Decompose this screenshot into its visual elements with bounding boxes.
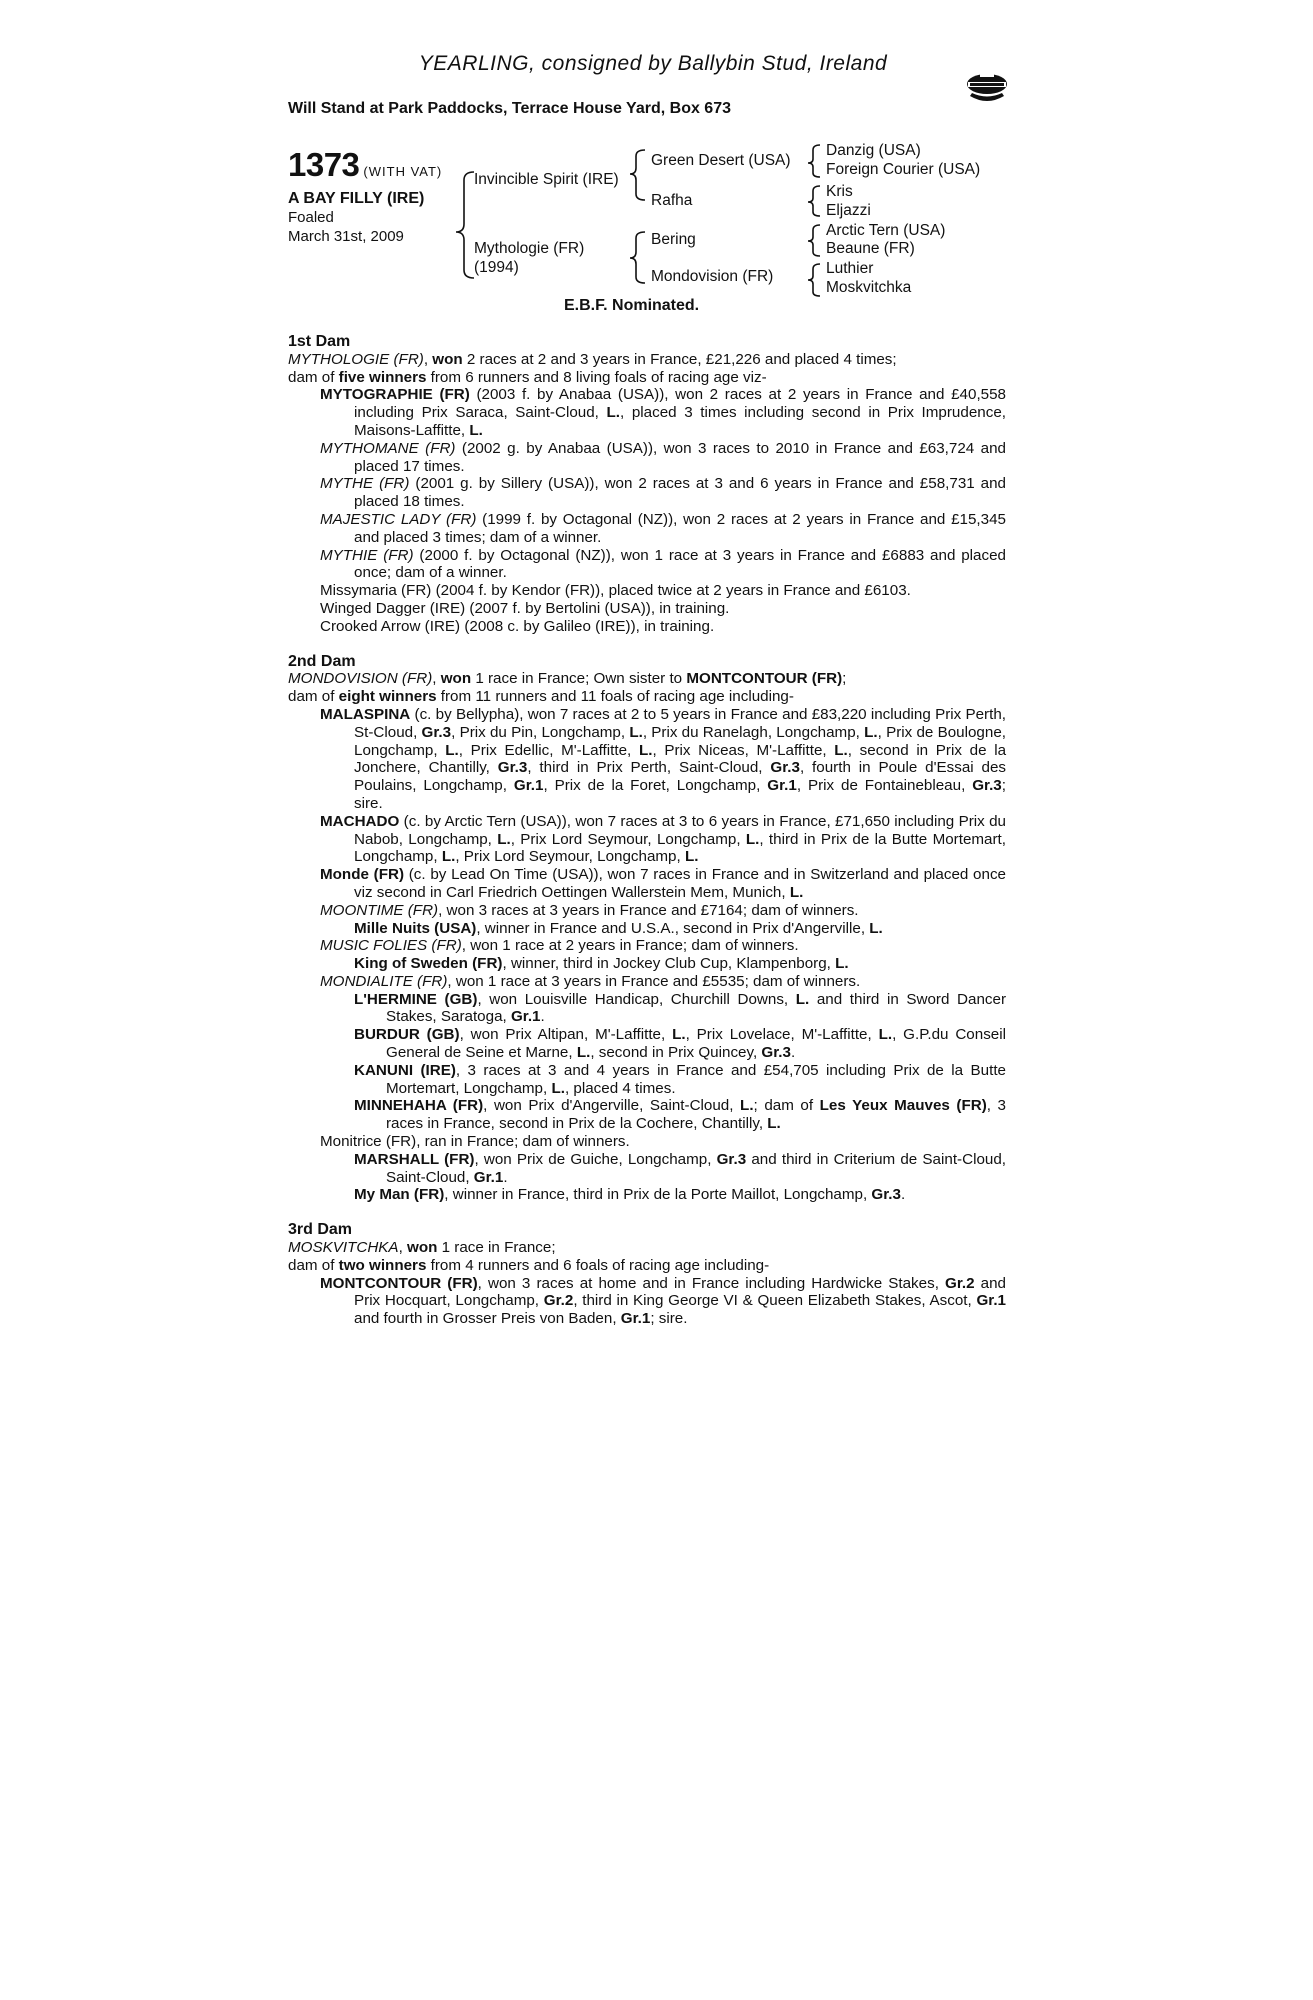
listed-mark: L. bbox=[864, 723, 878, 741]
produce-entry bbox=[288, 547, 1006, 583]
pedigree-dam: Mythologie (FR) bbox=[474, 240, 585, 257]
listed-mark: L. bbox=[469, 421, 483, 439]
produce-entry bbox=[288, 1097, 1006, 1133]
produce-entry bbox=[288, 440, 1006, 476]
listed-mark: L. bbox=[878, 1026, 893, 1044]
third-dam-line bbox=[288, 1239, 1006, 1257]
text: . bbox=[503, 1168, 508, 1186]
text: , Prix Lord Seymour, Longchamp, bbox=[455, 848, 685, 866]
produce-entry bbox=[288, 511, 1006, 547]
pedigree-sire-sire: Green Desert (USA) bbox=[651, 152, 791, 169]
text: , third in Prix de la Butte Mortemart, Longchamp, bbox=[354, 830, 1006, 866]
produce-entry bbox=[288, 955, 1006, 973]
horse-name: MYTOGRAPHIE (FR) bbox=[320, 386, 470, 404]
text: , won Prix de Guiche, Longchamp, bbox=[474, 1150, 717, 1168]
pedigree-dam-sire: Bering bbox=[651, 231, 696, 248]
pedigree-ggs3: Arctic Tern (USA) bbox=[826, 222, 946, 239]
text: , won 3 races at home and in France including Hardwicke Stakes, bbox=[477, 1274, 945, 1292]
text: . bbox=[790, 1044, 796, 1062]
group-mark: Gr.1 bbox=[513, 777, 544, 795]
text: , placed 3 times including second in Prix Imprudence, Maisons-Laffitte, bbox=[354, 404, 1006, 439]
group-mark: Gr.1 bbox=[510, 1008, 541, 1026]
horse-name: MALASPINA bbox=[320, 705, 411, 723]
text: , Prix Lord Seymour, Longchamp, bbox=[510, 830, 746, 848]
text: ; dam of bbox=[753, 1097, 820, 1115]
produce-entry bbox=[288, 1026, 1006, 1062]
text: and third in Criterium de Saint-Cloud, Saint-Cloud, bbox=[386, 1150, 1006, 1186]
horse-name: Monde (FR) bbox=[320, 866, 405, 884]
group-mark: Gr.2 bbox=[543, 1292, 574, 1310]
listed-mark: L. bbox=[551, 1079, 565, 1097]
second-dam-line bbox=[288, 670, 1006, 688]
horse-name: BURDUR (GB) bbox=[354, 1026, 460, 1044]
horse-name: KANUNI (IRE) bbox=[354, 1061, 456, 1079]
listed-mark: L. bbox=[684, 848, 699, 866]
text: from 4 runners and 6 foals of racing age including- bbox=[426, 1256, 770, 1274]
group-mark: Gr.1 bbox=[473, 1168, 504, 1186]
group-mark: Gr.3 bbox=[421, 723, 452, 741]
produce-entry bbox=[288, 991, 1006, 1027]
produce-entry: Missymaria (FR) (2004 f. by Kendor (FR)), placed twice at 2 years in France and £6103. bbox=[320, 582, 911, 600]
horse-name: MOONTIME (FR) bbox=[320, 901, 439, 919]
horse-name: MYTHIE (FR) bbox=[320, 546, 414, 564]
produce-entry bbox=[288, 706, 1006, 813]
page-header-title: YEARLING, consigned by Ballybin Stud, Ireland bbox=[418, 52, 888, 75]
text: , Prix Niceas, M'-Laffitte, bbox=[652, 741, 835, 759]
produce-entry bbox=[288, 973, 1006, 991]
group-mark: Gr.3 bbox=[972, 777, 1002, 795]
text: ; bbox=[842, 670, 847, 688]
text: , winner in France and U.S.A., second in Prix d'Angerville, bbox=[476, 919, 870, 937]
text: (c. by Lead On Time (USA)), won 7 races in France and in Switzerland and placed once viz second in Carl Friedrich Oettingen Wallerstein Mem, Munich, bbox=[354, 866, 1006, 901]
listed-mark: L. bbox=[576, 1044, 591, 1062]
text: , Prix Lovelace, M'-Laffitte, bbox=[685, 1026, 879, 1044]
text: (1999 f. by Octagonal (NZ)), won 2 races at 2 years in France and £15,345 and placed 3 times; dam of a winner. bbox=[354, 510, 1006, 546]
stand-location: Will Stand at Park Paddocks, Terrace House Yard, Box 673 bbox=[288, 100, 731, 117]
text: , winner in France, third in Prix de la Porte Maillot, Longchamp, bbox=[444, 1186, 872, 1204]
horse-name: MACHADO bbox=[320, 812, 400, 830]
listed-mark: L. bbox=[869, 919, 883, 937]
second-dam-heading: 2nd Dam bbox=[288, 652, 356, 670]
group-mark: Gr.1 bbox=[767, 777, 797, 795]
third-dam-heading: 3rd Dam bbox=[288, 1221, 353, 1239]
text: (2002 g. by Anabaa (USA)), won 3 races to 2010 in France and £63,724 and placed 17 times. bbox=[354, 439, 1006, 475]
text: dam of bbox=[288, 688, 339, 706]
lot-name: A BAY FILLY (IRE) bbox=[288, 190, 425, 207]
horse-name: My Man (FR) bbox=[354, 1186, 445, 1204]
horse-name: MYTHOMANE (FR) bbox=[320, 439, 456, 457]
vat-note: (WITH VAT) bbox=[363, 164, 443, 179]
listed-mark: L. bbox=[740, 1097, 754, 1115]
first-dam-produce-summary bbox=[288, 369, 1006, 387]
text: , Prix de la Foret, Longchamp, bbox=[543, 777, 768, 795]
first-dam-heading: 1st Dam bbox=[288, 333, 351, 350]
lot-number: 1373 bbox=[288, 146, 360, 183]
text: from 11 runners and 11 foals of racing age including- bbox=[436, 688, 794, 706]
group-mark: Gr.1 bbox=[620, 1310, 651, 1328]
dam-name: MONDOVISION (FR) bbox=[288, 670, 433, 688]
produce-entry: Winged Dagger (IRE) (2007 f. by Bertolini (USA)), in training. bbox=[320, 599, 730, 617]
ebf-note: E.B.F. Nominated. bbox=[564, 297, 700, 314]
text: , second in Prix Quincey, bbox=[590, 1044, 762, 1062]
text: 1 race in France; bbox=[437, 1239, 556, 1257]
pedigree-ggs1: Danzig (USA) bbox=[826, 142, 921, 159]
pedigree-sire: Invincible Spirit (IRE) bbox=[474, 171, 619, 188]
spacer bbox=[288, 636, 1006, 653]
produce-entry bbox=[288, 386, 1006, 439]
text: , 3 races at 3 and 4 years in France and £54,705 including Prix de la Butte Mortemart, Longchamp, bbox=[386, 1061, 1006, 1097]
group-mark: Gr.3 bbox=[761, 1044, 791, 1062]
text: dam of bbox=[288, 1256, 339, 1274]
text: and third in Sword Dancer Stakes, Saratoga, bbox=[386, 990, 1007, 1026]
listed-mark: L. bbox=[441, 848, 456, 866]
group-mark: Gr.2 bbox=[945, 1274, 975, 1292]
third-dam-produce-summary bbox=[288, 1257, 1006, 1275]
horse-name: Mille Nuits (USA) bbox=[354, 919, 477, 937]
group-mark: Gr.3 bbox=[871, 1186, 901, 1204]
text: ; sire. bbox=[650, 1310, 688, 1328]
sep: , bbox=[398, 1239, 408, 1257]
text: , G.P.du Conseil General de Seine et Marne, bbox=[386, 1026, 1006, 1062]
horse-name: Les Yeux Mauves (FR) bbox=[819, 1097, 987, 1115]
listed-mark: L. bbox=[497, 830, 511, 848]
text: , Prix de Fontainebleau, bbox=[796, 777, 973, 795]
text: , fourth in Poule d'Essai des Poulains, Longchamp, bbox=[354, 759, 1007, 795]
listed-mark: L. bbox=[638, 741, 653, 759]
dam-record: 2 races at 2 and 3 years in France, £21,226 and placed 4 times; bbox=[462, 350, 897, 368]
text: , Prix Edellic, M'-Laffitte, bbox=[458, 741, 639, 759]
pedigree-dam-dam: Mondovision (FR) bbox=[651, 268, 774, 285]
pedigree-sire-dam: Rafha bbox=[651, 192, 693, 209]
won-label: won bbox=[407, 1239, 438, 1257]
produce-entry bbox=[288, 813, 1006, 866]
produce-entry bbox=[288, 1062, 1006, 1098]
foaled-label: Foaled bbox=[288, 209, 334, 226]
pedigree-ggs4: Luthier bbox=[826, 260, 874, 277]
text: (c. by Bellypha), won 7 races at 2 to 5 years in France and £83,220 including Prix Perth, St-Cloud, bbox=[354, 705, 1006, 741]
spacer bbox=[288, 1204, 1006, 1221]
group-mark: Gr.3 bbox=[716, 1150, 747, 1168]
dam-name: MYTHOLOGIE (FR) bbox=[288, 350, 424, 368]
pedigree-ggd3: Beaune (FR) bbox=[826, 240, 915, 257]
produce-entry bbox=[288, 1275, 1006, 1328]
listed-mark: L. bbox=[606, 404, 620, 422]
text: and fourth in Grosser Preis von Baden, bbox=[354, 1310, 621, 1328]
horse-name: MONTCONTOUR (FR) bbox=[320, 1274, 478, 1292]
listed-mark: L. bbox=[745, 830, 760, 848]
pedigree-dam-year: (1994) bbox=[474, 259, 519, 276]
listed-mark: L. bbox=[767, 1115, 781, 1133]
horse-name: MAJESTIC LADY (FR) bbox=[320, 510, 477, 528]
text: , won Prix d'Angerville, Saint-Cloud, bbox=[483, 1097, 741, 1115]
text: , second in Prix de la Jonchere, Chantilly, bbox=[354, 741, 1007, 777]
text: (2000 f. by Octagonal (NZ)), won 1 race at 3 years in France and £6883 and placed once; dam of a winner. bbox=[354, 546, 1006, 582]
produce-entry bbox=[288, 866, 1006, 902]
text: , winner, third in Jockey Club Cup, Klampenborg, bbox=[502, 955, 836, 973]
text: (2003 f. by Anabaa (USA)), won 2 races at 2 years in France and £40,558 including Prix Saraca, Saint-Cloud, bbox=[354, 386, 1006, 422]
text: , won Louisville Handicap, Churchill Downs, bbox=[477, 990, 796, 1008]
text: from 6 runners and 8 living foals of racing age viz- bbox=[426, 368, 767, 386]
sep: , bbox=[432, 670, 441, 688]
listed-mark: L. bbox=[445, 741, 459, 759]
horse-name: MUSIC FOLIES (FR) bbox=[320, 937, 462, 955]
produce-entry bbox=[288, 902, 1006, 920]
text: , won 1 race at 3 years in France and £5535; dam of winners. bbox=[447, 972, 861, 990]
first-dam-line bbox=[288, 351, 1006, 369]
group-mark: Gr.3 bbox=[770, 759, 800, 777]
horse-name: L'HERMINE (GB) bbox=[354, 990, 478, 1008]
text: dam of bbox=[288, 368, 339, 386]
text: , 3 races in France, second in Prix de la Cochere, Chantilly, bbox=[386, 1097, 1007, 1133]
text: , Prix du Ranelagh, Longchamp, bbox=[642, 723, 865, 741]
text: , Prix du Pin, Longchamp, bbox=[451, 723, 630, 741]
text: , placed 4 times. bbox=[564, 1079, 676, 1097]
dam-name: MOSKVITCHKA bbox=[288, 1239, 399, 1257]
pedigree-ggd1: Foreign Courier (USA) bbox=[826, 161, 981, 178]
winners-count: two winners bbox=[338, 1256, 427, 1274]
horse-name: MARSHALL (FR) bbox=[354, 1150, 475, 1168]
horse-name: King of Sweden (FR) bbox=[354, 955, 503, 973]
listed-mark: L. bbox=[835, 955, 849, 973]
text: ; sire. bbox=[354, 777, 1006, 812]
pedigree-ggs2: Kris bbox=[826, 183, 853, 200]
horse-name: MINNEHAHA (FR) bbox=[354, 1097, 484, 1115]
won-label: won bbox=[432, 350, 463, 368]
text: , won 3 races at 3 years in France and £7164; dam of winners. bbox=[438, 901, 859, 919]
text: 1 race in France; Own sister to bbox=[471, 670, 687, 688]
pedigree-ggd2: Eljazzi bbox=[826, 202, 871, 219]
foaled-date: March 31st, 2009 bbox=[288, 228, 404, 245]
produce-entry: Crooked Arrow (IRE) (2008 c. by Galileo (IRE)), in training. bbox=[320, 617, 715, 635]
won-label: won bbox=[440, 670, 472, 688]
produce-entry: Monitrice (FR), ran in France; dam of winners. bbox=[320, 1133, 630, 1151]
pedigree-ggd4: Moskvitchka bbox=[826, 279, 912, 296]
listed-mark: L. bbox=[672, 1026, 686, 1044]
text: . bbox=[900, 1186, 906, 1204]
produce-entry bbox=[288, 475, 1006, 511]
group-mark: Gr.1 bbox=[976, 1292, 1006, 1310]
produce-entry bbox=[288, 937, 1006, 955]
listed-mark: L. bbox=[795, 990, 810, 1008]
horse-name: MONTCONTOUR (FR) bbox=[686, 670, 843, 688]
winners-count: eight winners bbox=[338, 688, 437, 706]
horse-name: MONDIALITE (FR) bbox=[320, 972, 448, 990]
text: and Prix Hocquart, Longchamp, bbox=[354, 1274, 1006, 1310]
text: , won Prix Altipan, M'-Laffitte, bbox=[459, 1026, 673, 1044]
text: . bbox=[540, 1008, 545, 1026]
second-dam-produce-summary bbox=[288, 688, 1006, 706]
catalogue-body bbox=[288, 333, 1006, 1328]
sep: , bbox=[423, 350, 433, 368]
text: (2001 g. by Sillery (USA)), won 2 races at 3 and 6 years in France and £58,731 and placed 18 times. bbox=[354, 475, 1006, 511]
listed-mark: L. bbox=[629, 723, 643, 741]
text: , Prix de Boulogne, Longchamp, bbox=[354, 723, 1006, 759]
listed-mark: L. bbox=[834, 741, 848, 759]
horse-name: MYTHE (FR) bbox=[320, 475, 410, 493]
text: (c. by Arctic Tern (USA)), won 7 races at 3 to 6 years in France, £71,650 including Prix du Nabob, Longchamp, bbox=[354, 812, 1006, 848]
produce-entry bbox=[288, 1151, 1006, 1187]
winners-count: five winners bbox=[338, 368, 427, 386]
text: , third in Prix Perth, Saint-Cloud, bbox=[527, 759, 771, 777]
text: , won 1 race at 2 years in France; dam of winners. bbox=[461, 937, 799, 955]
text: , third in King George VI & Queen Elizabeth Stakes, Ascot, bbox=[573, 1292, 977, 1310]
group-mark: Gr.3 bbox=[497, 759, 528, 777]
listed-mark: L. bbox=[789, 883, 804, 901]
produce-entry bbox=[288, 1186, 1006, 1204]
produce-entry bbox=[288, 920, 1006, 938]
